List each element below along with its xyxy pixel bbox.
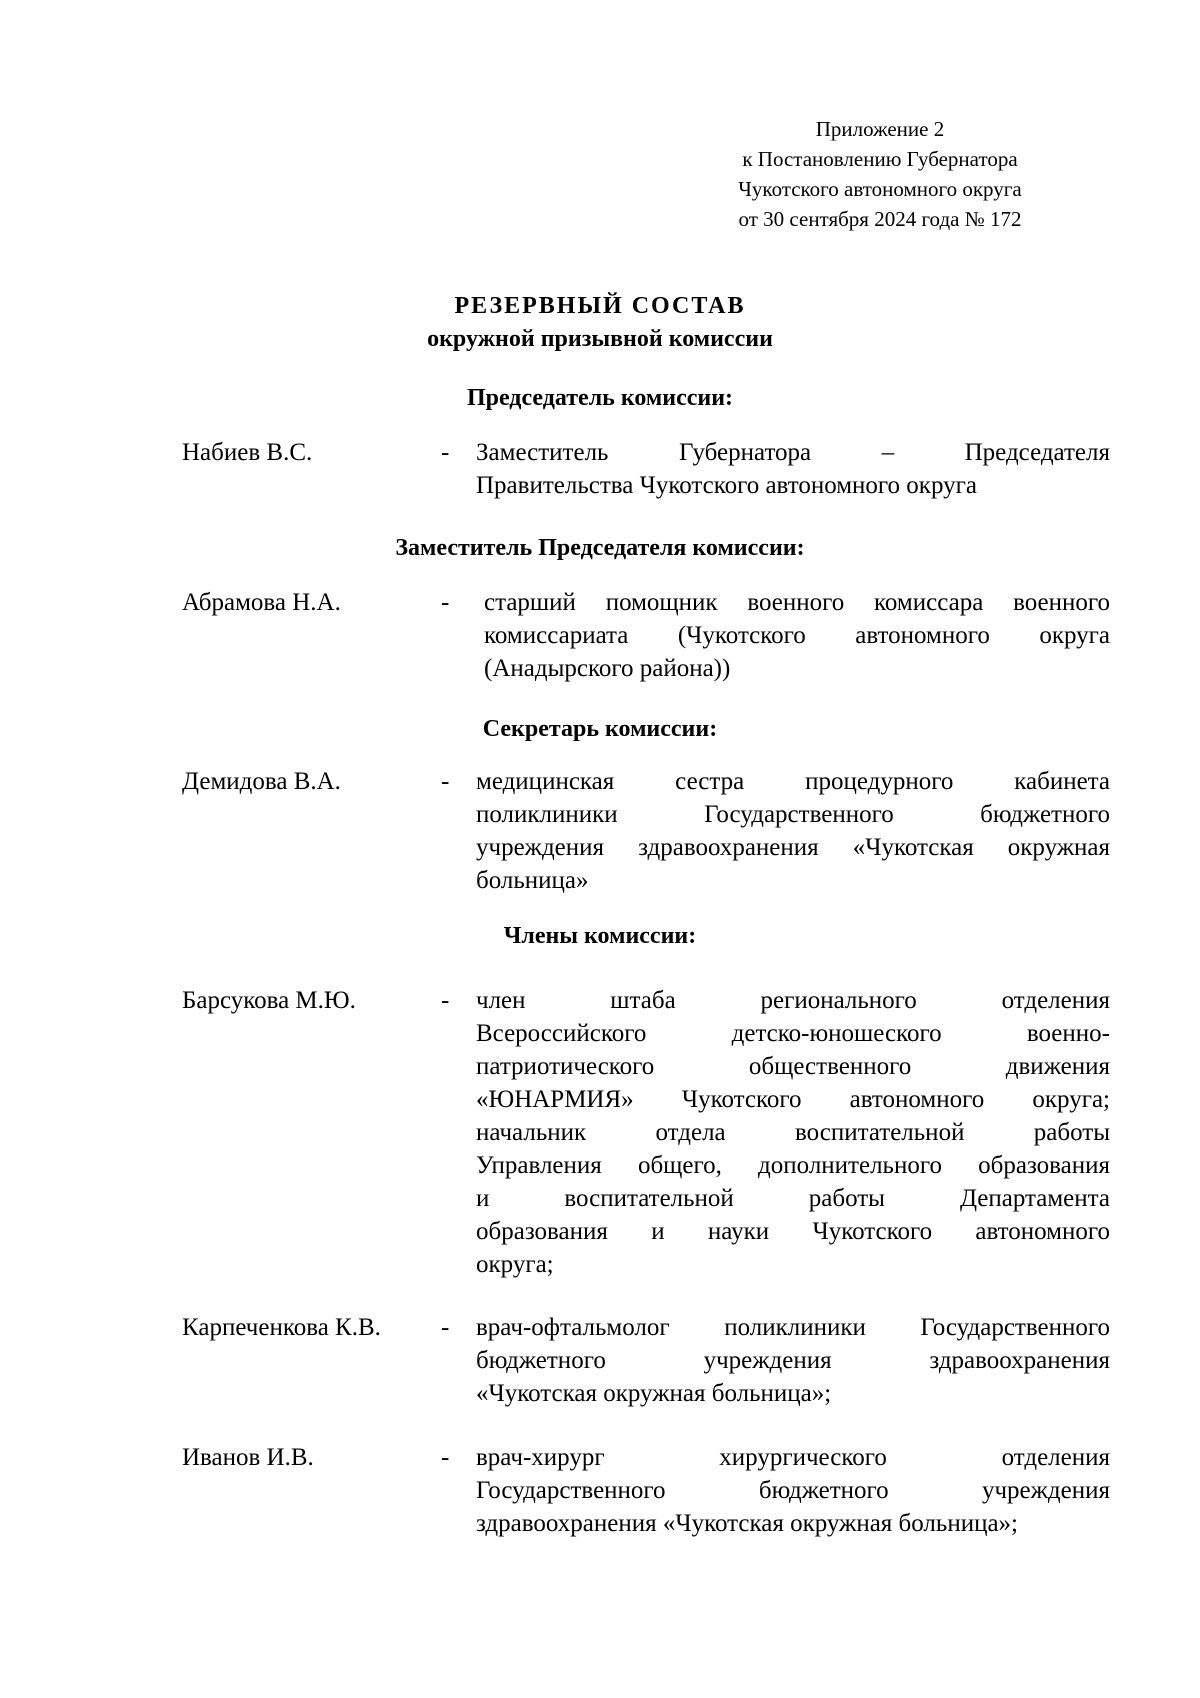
appendix-line-3: Чукотского автономного округа [738,177,1022,201]
description-line: Государственного бюджетного учреждения [476,1477,1110,1504]
description-line: Управления общего, дополнительного образования [476,1152,1110,1179]
description-line: патриотического общественного движения [476,1053,1110,1080]
description-line: Правительства Чукотского автономного округа [476,472,977,499]
description-line: Всероссийского детско-юношеского военно- [476,1020,1110,1047]
heading-secretary: Секретарь комиссии: [482,716,718,742]
appendix-line-1: Приложение 2 [815,117,945,141]
description-line: округа; [476,1251,554,1278]
description-line: начальник отдела воспитательной работы [476,1119,1110,1146]
description-line: учреждения здравоохранения «Чукотская окружная [476,834,1110,861]
description-line: медицинская сестра процедурного кабинета [476,768,1110,795]
member-description [476,1311,1110,1410]
description-line: «Чукотская окружная больница»; [476,1380,832,1407]
appendix-line-4: от 30 сентября 2024 года № 172 [738,207,1022,231]
member-dash: - [441,768,450,795]
description-line: больница» [476,867,589,894]
description-line: поликлиники Государственного бюджетного [476,801,1110,828]
appendix-block [700,114,1060,234]
member-name: Иванов И.В. [182,1444,314,1471]
member-description [476,436,1110,502]
document-title: РЕЗЕРВНЫЙ СОСТАВ [454,293,746,319]
description-line: врач-хирург хирургического отделения [476,1444,1110,1471]
heading-deputy: Заместитель Председателя комиссии: [395,535,805,561]
description-line: член штаба регионального отделения [476,987,1110,1014]
member-name: Набиев В.С. [182,439,313,466]
description-line: Заместитель Губернатора – Председателя [476,439,1110,466]
member-description [484,586,1110,685]
member-name: Демидова В.А. [182,768,341,795]
member-description [476,765,1110,897]
appendix-line-2: к Постановлению Губернатора [742,147,1018,171]
heading-chairman: Председатель комиссии: [466,385,734,411]
member-description [476,1441,1110,1540]
member-dash: - [441,439,450,466]
description-line: здравоохранения «Чукотская окружная больница»; [476,1510,1018,1537]
description-line: образования и науки Чукотского автономного [476,1218,1110,1245]
member-name: Барсукова М.Ю. [182,987,356,1014]
description-line: врач-офтальмолог поликлиники Государственного [476,1314,1110,1341]
member-description [476,984,1110,1281]
description-line: комиссариата (Чукотского автономного округа [484,622,1110,649]
description-line: (Анадырского района)) [484,655,731,682]
document-subtitle: окружной призывной комиссии [427,326,773,352]
member-dash: - [441,1444,450,1471]
description-line: и воспитательной работы Департамента [476,1185,1110,1212]
description-line: «ЮНАРМИЯ» Чукотского автономного округа; [476,1086,1110,1113]
member-dash: - [441,1314,450,1341]
member-dash: - [441,987,450,1014]
heading-members: Члены комиссии: [503,923,697,949]
description-line: бюджетного учреждения здравоохранения [476,1347,1110,1374]
member-name: Карпеченкова К.В. [182,1314,381,1341]
member-dash: - [441,589,450,616]
description-line: старший помощник военного комиссара военного [484,589,1110,616]
member-name: Абрамова Н.А. [182,589,341,616]
